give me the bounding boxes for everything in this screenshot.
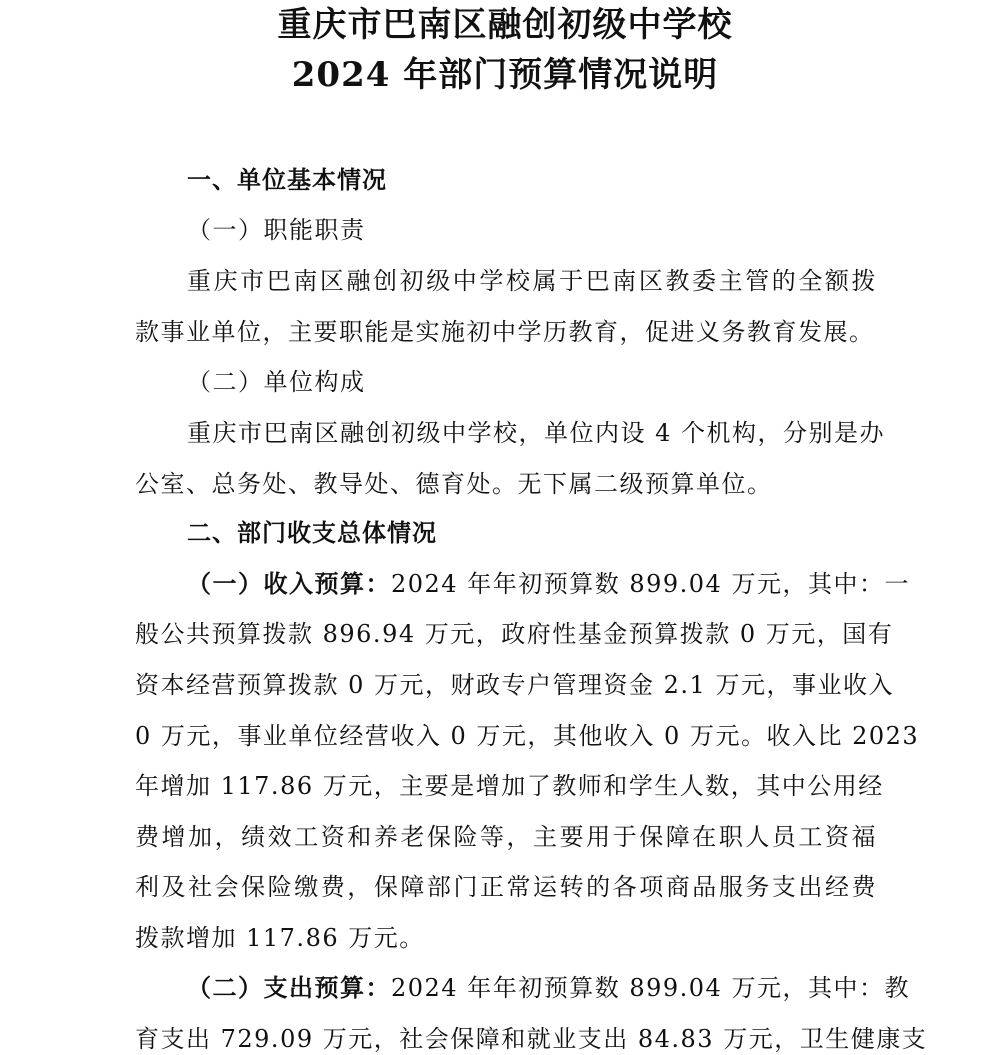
income-line-6: 费增加，绩效工资和养老保险等，主要用于保障在职人员工资福 (135, 823, 877, 851)
document-title-line2: 2024 年部门预算情况说明 (291, 55, 719, 95)
income-line-1-text: 2024 年年初预算数 899.04 万元，其中：一 (391, 570, 910, 598)
sub2-heading: （二）单位构成 (187, 368, 366, 396)
income-line-8: 拨款增加 117.86 万元。 (135, 924, 425, 952)
income-line-7: 利及社会保险缴费，保障部门正常运转的各项商品服务支出经费 (135, 873, 877, 901)
expense-label: （二）支出预算： (187, 974, 391, 1002)
income-line-3: 资本经营预算拨款 0 万元，财政专户管理资金 2.1 万元，事业收入 (135, 671, 894, 699)
income-line-2: 般公共预算拨款 896.94 万元，政府性基金预算拨款 0 万元，国有 (135, 620, 894, 648)
expense-line-1-text: 2024 年年初预算数 899.04 万元，其中：教 (391, 974, 910, 1002)
sub1-line-2: 款事业单位，主要职能是实施初中学历教育，促进义务教育发展。 (135, 318, 875, 346)
section1-heading: 一、单位基本情况 (187, 166, 387, 194)
income-line-4: 0 万元，事业单位经营收入 0 万元，其他收入 0 万元。收入比 2023 (135, 722, 920, 750)
sub2-line-2: 公室、总务处、教导处、德育处。无下属二级预算单位。 (135, 470, 773, 498)
document-title-line1: 重庆市巴南区融创初级中学校 (277, 5, 733, 45)
expense-line-2: 育支出 729.09 万元，社会保障和就业支出 84.83 万元，卫生健康支 (135, 1025, 928, 1053)
sub2-line-1: 重庆市巴南区融创初级中学校，单位内设 4 个机构，分别是办 (187, 419, 886, 447)
income-line-5: 年增加 117.86 万元，主要是增加了教师和学生人数，其中公用经 (135, 772, 884, 800)
section2-heading: 二、部门收支总体情况 (187, 519, 437, 547)
sub1-heading: （一）职能职责 (187, 216, 366, 244)
income-label: （一）收入预算： (187, 570, 391, 598)
sub1-line-1: 重庆市巴南区融创初级中学校属于巴南区教委主管的全额拨 (187, 267, 877, 295)
expense-line-1 (187, 972, 910, 1004)
income-line-1 (187, 568, 910, 600)
